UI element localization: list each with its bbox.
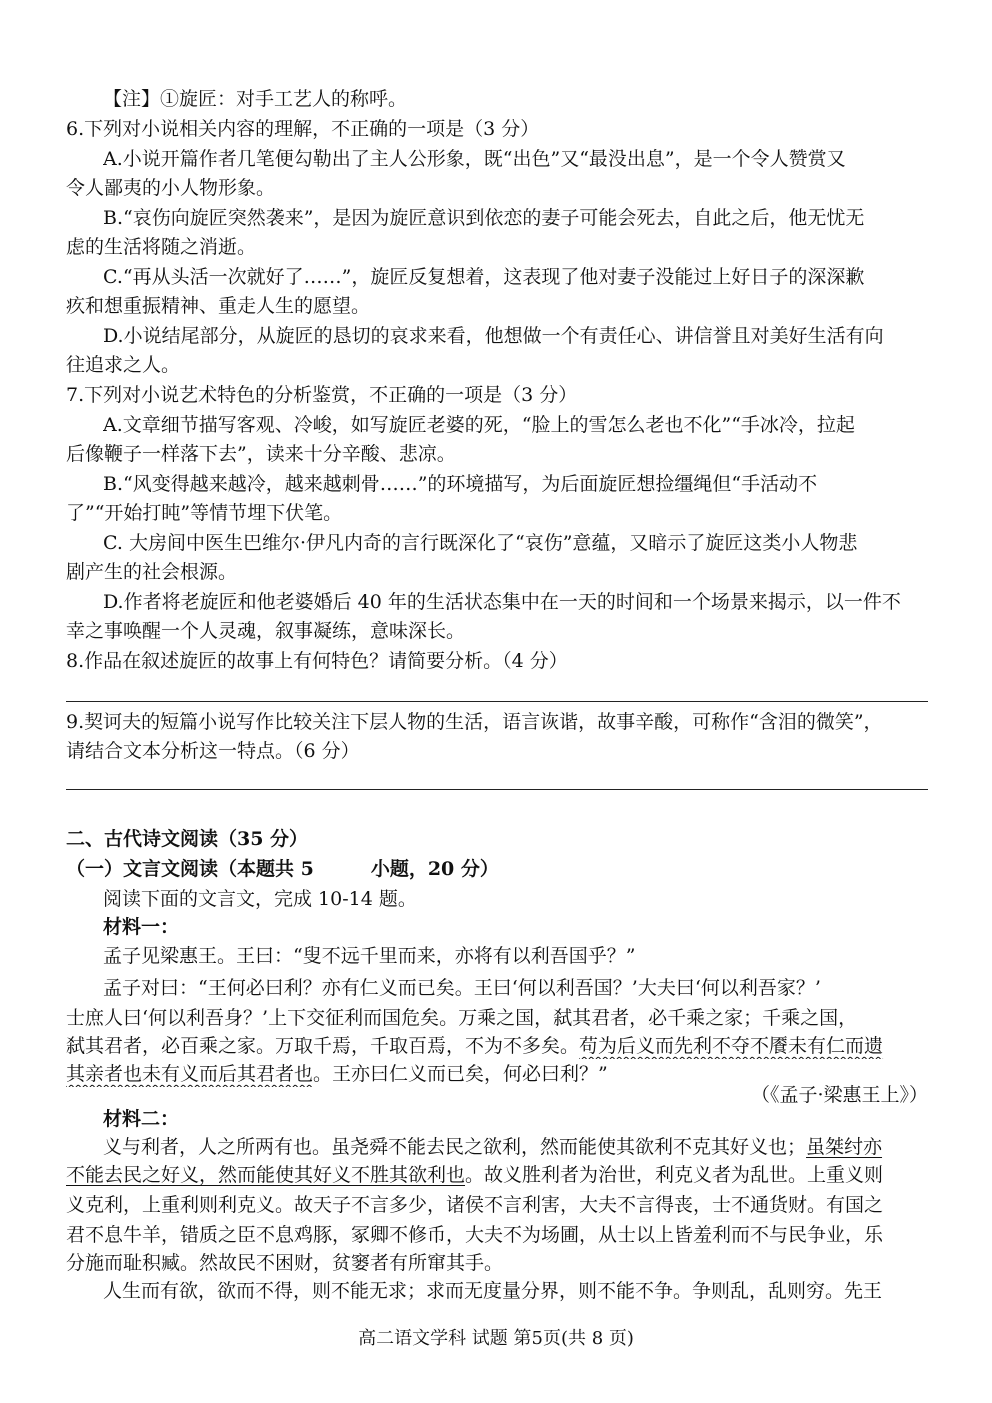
material-2-line2 (66, 1162, 928, 1188)
annotation-note: 【注】①旋匠：对手工艺人的称呼。 (103, 88, 408, 110)
m2-underlined-sentence-part1: 虽桀纣亦 (806, 1136, 883, 1158)
q6-option-a-line2: 令人鄙夷的小人物形象。 (66, 177, 276, 199)
q7-option-b-line2: 了”“开始打盹”等情节埋下伏笔。 (66, 502, 343, 524)
q7-option-b-line1: B.“风变得越来越冷，越来越刺骨……”的环境描写，为后面旋匠想捡缰绳但“手活动不 (103, 473, 818, 495)
question-9-stem-line1: 9.契诃夫的短篇小说写作比较关注下层人物的生活，语言诙谐，故事辛酸，可称作“含泪的微笑”， (66, 711, 883, 733)
material-2-line4: 君不息牛羊，错质之臣不息鸡豚，冢卿不修币，大夫不为场圃，从士以上皆羞利而不与民争业，乐 (66, 1224, 884, 1246)
m1-wavy-underlined-sentence-part1: 苟为后义而先利不夺不餍未有仁而遗 (579, 1035, 884, 1057)
material-1-line4 (66, 1033, 928, 1059)
m1-line2-part2: 利？亦有仁义而已矣。王曰‘何以利吾国？’大夫曰‘何以利吾家？’ (283, 977, 821, 999)
q6-option-c-line1: C.“再从头活一次就好了……”，旋匠反复想着，这表现了他对妻子没能过上好日子的深深歉 (103, 266, 865, 288)
material-1-source: （《孟子·梁惠王上》） (750, 1084, 928, 1106)
question-6-stem: 6.下列对小说相关内容的理解，不正确的一项是（3 分） (66, 118, 540, 140)
q7-option-a-line1: A.文章细节描写客观、冷峻，如写旋匠老婆的死，“脸上的雪怎么老也不化”“手冰冷，拉起 (103, 414, 855, 436)
material-2-label: 材料二： (103, 1108, 180, 1130)
section-2-subtitle: （一）文言文阅读（本题共 5 小题，20 分） (66, 858, 499, 880)
m1-line4-part1: 弑其君者，必百乘之家。万取千焉，千取百焉，不为不多矣。 (66, 1035, 580, 1057)
reading-intro: 阅读下面的文言文，完成 10-14 题。 (103, 888, 417, 910)
m2-emphasis-dot-ke: 克 (85, 1194, 105, 1216)
q6-option-d-line1: D.小说结尾部分，从旋匠的恳切的哀求来看，他想做一个有责任心、讲信誉且对美好生活有向 (103, 325, 884, 347)
m2-underlined-sentence-part2: 不能去民之好义，然而能使其好义不胜其欲利也 (66, 1164, 466, 1186)
m1-wavy-underlined-sentence-part2: 其亲者也未有义而后其君者也 (66, 1063, 314, 1085)
q6-option-b-line2: 虑的生活将随之消逝。 (66, 236, 257, 258)
m2-line3-part1: 义 (66, 1194, 86, 1216)
q7-option-c-line2: 剧产生的社会根源。 (66, 561, 238, 583)
question-9-stem-line2: 请结合文本分析这一特点。（6 分） (66, 740, 360, 762)
q6-option-a-line1: A.小说开篇作者几笔便勾勒出了主人公形象，既“出色”又“最没出息”，是一个令人赞赏又 (103, 148, 846, 170)
material-2-line5: 分施而耻积臧。然故民不困财，贫窭者有所窜其手。 (66, 1252, 504, 1274)
q7-option-d-line1: D.作者将老旋匠和他老婆婚后 40 年的生活状态集中在一天的时间和一个场景来揭示，以一件不 (103, 591, 901, 613)
page-footer: 高二语文学科 试题 第5页(共 8 页) (358, 1328, 634, 1349)
q7-option-c-line1: C. 大房间中医生巴维尔·伊凡内奇的言行既深化了“哀伤”意蕴，又暗示了旋匠这类小人物悲 (103, 532, 858, 554)
material-2-line6: 人生而有欲，欲而不得，则不能无求；求而无度量分界，则不能不争。争则乱，乱则穷。先王 (103, 1280, 883, 1302)
material-1-label: 材料一： (103, 916, 180, 938)
material-1-line2 (103, 975, 928, 1001)
q7-option-d-line2: 幸之事唤醒一个人灵魂，叙事凝练，意味深长。 (66, 620, 466, 642)
m1-emphasis-dot-yue: 曰 (264, 977, 284, 999)
section-2-title: 二、古代诗文阅读（35 分） (66, 828, 309, 850)
q7-option-a-line2: 后像鞭子一样落下去”，读来十分辛酸、悲凉。 (66, 443, 456, 465)
question-7-stem: 7.下列对小说艺术特色的分析鉴赏，不正确的一项是（3 分） (66, 384, 578, 406)
question-8-stem: 8.作品在叙述旋匠的故事上有何特色？请简要分析。（4 分） (66, 650, 568, 672)
m1-line5-part2: 。王亦曰仁义而已矣，何必曰利？” (313, 1063, 608, 1085)
q6-option-d-line2: 往追求之人。 (66, 354, 181, 376)
m2-line2-part2: 。故义胜利者为治世，利克义者为乱世。上重义则 (465, 1164, 884, 1186)
m2-line3-part2: 利，上重利则利克义。故天子不言多少，诸侯不言利害，大夫不言得丧，士不通货财。有国之 (104, 1194, 884, 1216)
material-1-line1: 孟子见梁惠王。王曰：“叟不远千里而来，亦将有以利吾国乎？” (103, 945, 636, 967)
m2-line1-part1: 义与利者，人之所两有也。虽尧舜不能去民之欲利，然而能使其欲利不克其好义也； (103, 1136, 807, 1158)
material-2-line3 (66, 1192, 928, 1218)
material-2-line1 (103, 1134, 928, 1160)
m1-line2-part1: 孟子对曰：“王何必 (103, 977, 265, 999)
q6-option-b-line1: B.“哀伤向旋匠突然袭来”，是因为旋匠意识到依恋的妻子可能会死去，自此之后，他无忧无 (103, 207, 865, 229)
q6-option-c-line2: 疚和想重振精神、重走人生的愿望。 (66, 295, 371, 317)
answer-line-q8 (66, 701, 928, 702)
answer-line-q9 (66, 789, 928, 790)
material-1-line3: 士庶人曰‘何以利吾身？’上下交征利而国危矣。万乘之国，弑其君者，必千乘之家；千乘之国， (66, 1007, 858, 1029)
